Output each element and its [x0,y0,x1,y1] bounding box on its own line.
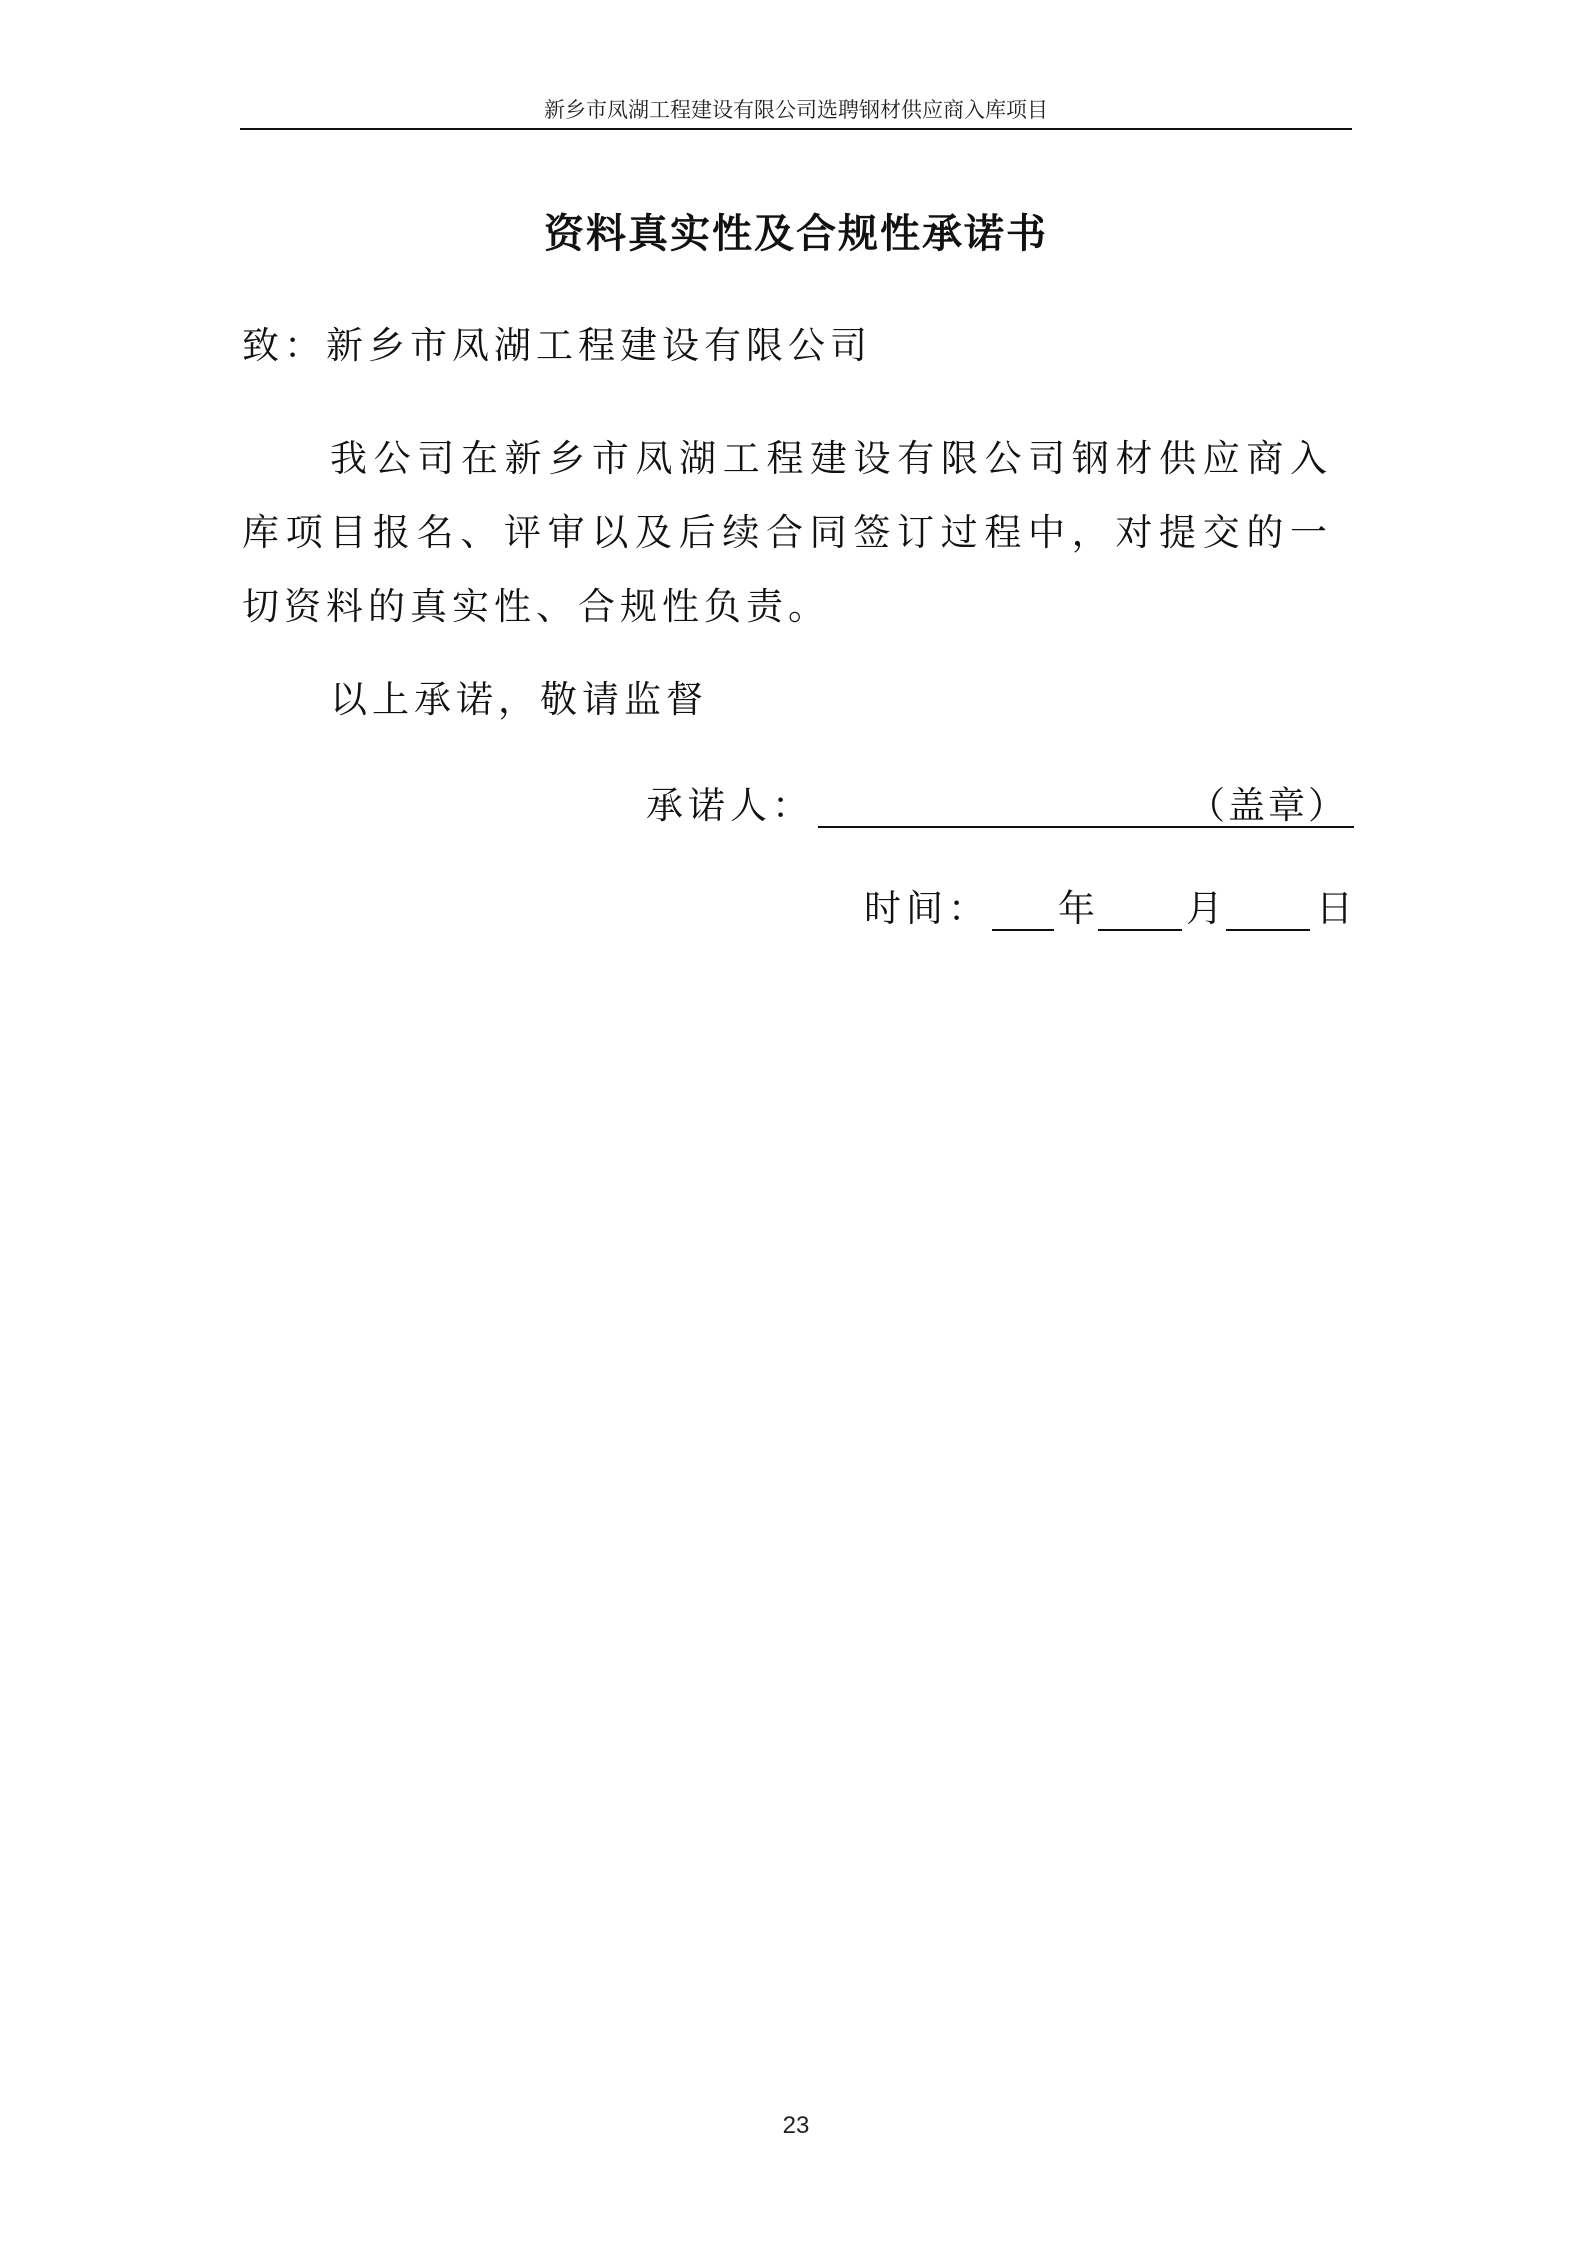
year-label: 年 [1058,887,1095,930]
header-divider [240,128,1352,130]
page-number: 23 [782,2112,810,2139]
month-label: 月 [1186,887,1223,930]
running-header: 新乡市凤湖工程建设有限公司选聘钢材供应商入库项目 [544,98,1048,122]
signature-row [646,782,1354,832]
seal-note: （盖章） [1188,784,1348,827]
commitment-paragraph: 我公司在新乡市凤湖工程建设有限公司钢材供应商入库项目报名、评审以及后续合同签订过程中，对提交的一切资料的真实性、合规性负责。 [242,437,1332,628]
date-label: 时间： [864,887,990,930]
signer-label: 承诺人： [646,784,814,827]
year-blank-line [992,929,1054,931]
addressee-line: 致：新乡市凤湖工程建设有限公司 [242,324,872,367]
day-label: 日 [1316,887,1353,930]
month-blank-line [1098,929,1182,931]
date-row [864,885,1356,935]
day-blank-line [1226,929,1310,931]
document-title: 资料真实性及合规性承诺书 [544,211,1048,257]
closing-line: 以上承诺，敬请监督 [330,678,708,721]
